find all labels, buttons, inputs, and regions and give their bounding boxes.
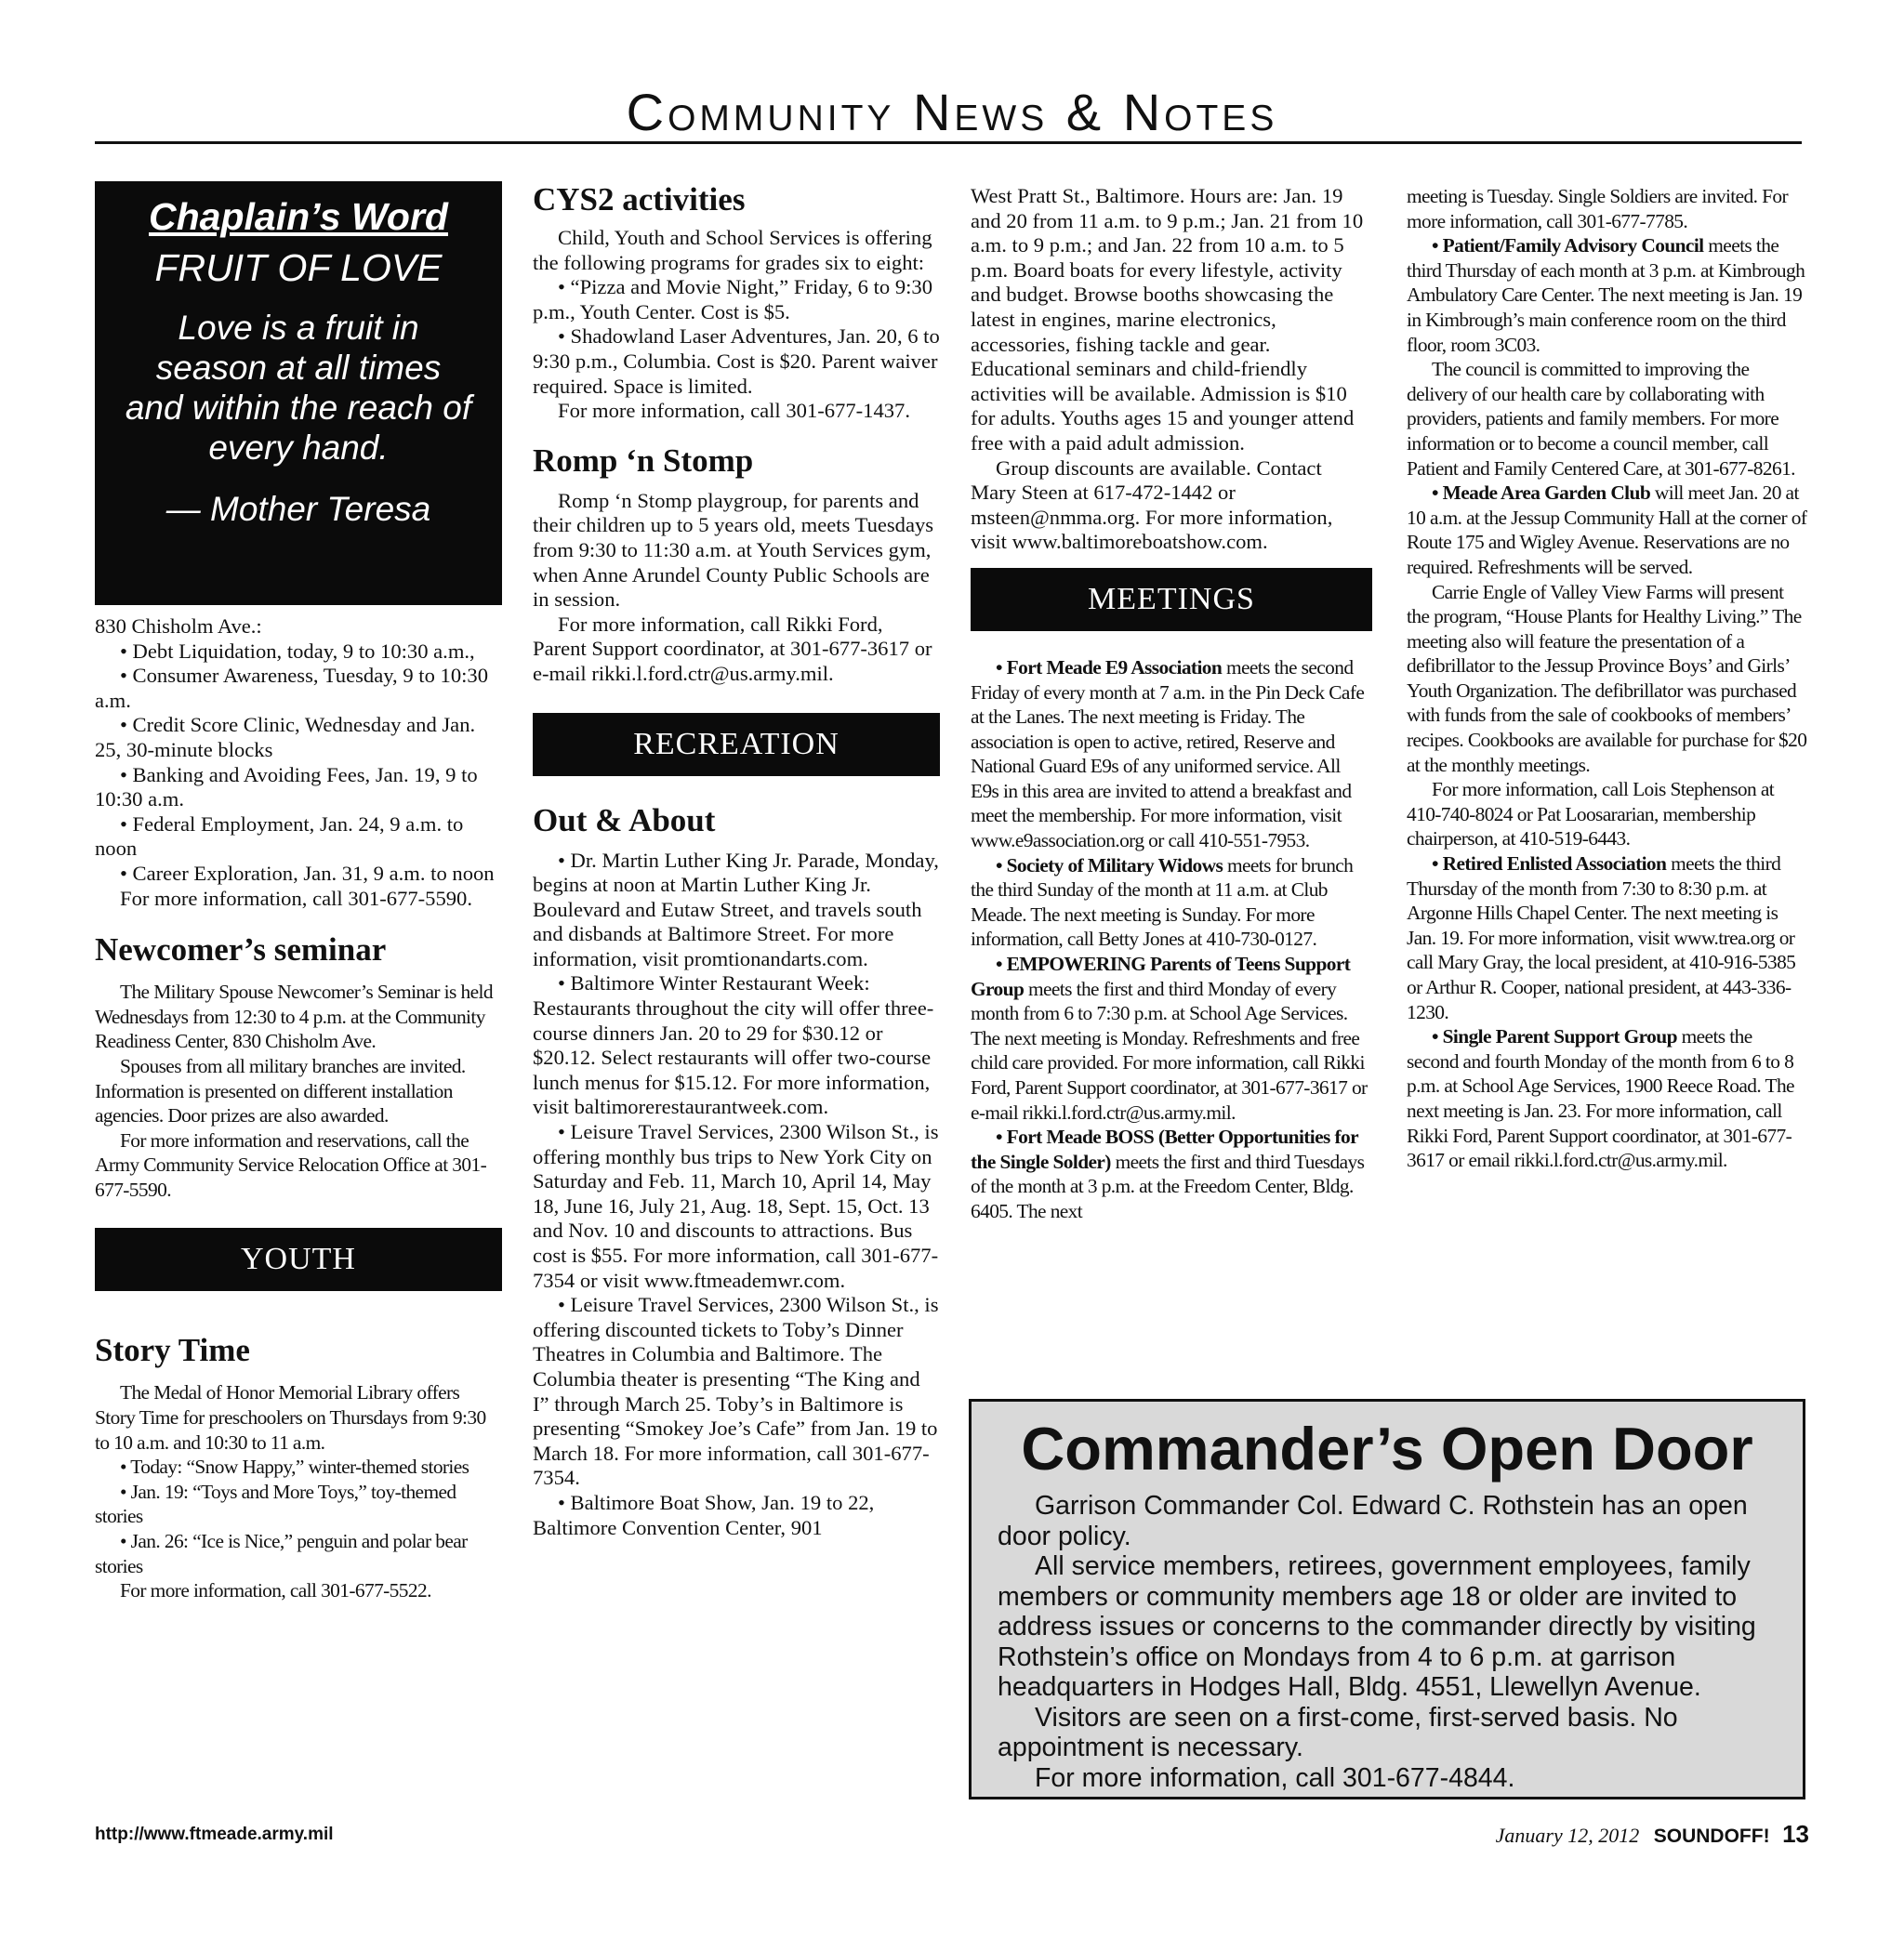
chaplains-word-title: Chaplain’s Word [149, 195, 448, 238]
paragraph: • Dr. Martin Luther King Jr. Parade, Monday, begins at noon at Martin Luther King Jr. Boulevard and Eutaw Street, and travels south and disbands at Baltimore Street. For more information, visit promtionandarts.com. [533, 848, 939, 970]
out-about-body [533, 849, 940, 1541]
meeting-text: meets the first and third Monday of every month from 6 to 7:30 p.m. at School Age Services. The next meeting is Monday. Refreshments and free child care provided. For more information, call Rikki Ford, Parent Support coordinator, at 301-677-3617 or e-mail rikki.l.ford.ctr@us.army.mil. [971, 977, 1368, 1124]
meeting-item [1407, 481, 1808, 579]
cys-body [533, 226, 940, 424]
meeting-name: • Fort Meade BOSS (Better Opportunities for the Single Solder) [971, 1126, 1358, 1173]
meeting-name: • Society of Military Widows [996, 853, 1223, 877]
paragraph: Spouses from all military branches are invited. Information is presented on different installation agencies. Door prizes are also awarded. [95, 1054, 466, 1127]
acs-line: • Debt Liquidation, today, 9 to 10:30 a.m., [120, 639, 475, 663]
acs-line: • Federal Employment, Jan. 24, 9 a.m. to noon [95, 811, 464, 861]
meeting-name: • Retired Enlisted Association [1432, 852, 1667, 876]
meeting-text: will meet Jan. 20 at 10 a.m. at the Jessup Community Hall at the corner of Route 175 and Wigley Avenue. Reservations are no required. Refreshments will be served. [1407, 481, 1807, 578]
meeting-item [971, 655, 1372, 853]
meeting-text: meets for brunch the third Sunday of the month at 11 a.m. at Club Meade. The next meeting is Sunday. For more information, call Betty Jones at 410-730-0127. [971, 853, 1354, 951]
paragraph: For more information, call 301-677-5522. [120, 1579, 431, 1602]
paragraph: meeting is Tuesday. Single Soldiers are invited. For more information, call 301-677-7785. [1407, 185, 1789, 232]
paragraph: • Jan. 26: “Ice is Nice,” penguin and polar bear stories [95, 1530, 468, 1577]
meeting-item [971, 952, 1372, 1125]
recreation-section-bar: RECREATION [533, 713, 940, 776]
acs-classes [95, 614, 502, 911]
paragraph: The council is committed to improving the delivery of our health care by collaborating with providers, patients and family members. For more information or to become a council member, call Patient and Family Centered Care, at 301-677-8261. [1407, 358, 1795, 480]
meetings-body [971, 655, 1372, 1224]
meeting-name: • Meade Area Garden Club [1432, 481, 1651, 505]
column-4 [1407, 184, 1808, 1173]
meeting-text: meets the second and fourth Monday of the month from 6 to 8 p.m. at School Age Services, 1900 Reece Road. The next meeting is Jan. 23. For more information, call Rikki Ford, Parent Support coordinator, at 301-677-3617 or email rikki.l.ford.ctr@us.army.mil. [1407, 1025, 1794, 1172]
quote-line: every hand. [208, 428, 389, 468]
paragraph: For more information, call Rikki Ford, Parent Support coordinator, at 301-677-3617 or e-mail rikki.l.ford.ctr@us.army.mil. [533, 612, 932, 685]
quote-line: and within the reach of [125, 389, 472, 428]
meeting-text: meets the third Thursday of each month at 3 p.m. at Kimbrough Ambulatory Care Center. The next meeting is Jan. 19 in Kimbrough’s main conference room on the third floor, room 3C03. [1407, 234, 1805, 356]
column-3 [971, 184, 1372, 1224]
quote-line: Love is a fruit in [178, 309, 419, 348]
paragraph: • Shadowland Laser Adventures, Jan. 20, 6 to 9:30 p.m., Columbia. Cost is $20. Parent waiver required. Space is limited. [533, 324, 940, 398]
meeting-item [1407, 233, 1808, 357]
footer-info [1496, 1820, 1809, 1849]
newcomer-body [95, 980, 502, 1202]
meeting-name: • Patient/Family Advisory Council [1432, 234, 1704, 257]
out-about-heading: Out & About [533, 801, 716, 838]
meeting-item [1407, 851, 1808, 1024]
acs-line: • Career Exploration, Jan. 31, 9 a.m. to noon [120, 861, 495, 885]
acs-line: • Consumer Awareness, Tuesday, 9 to 10:30 a.m. [95, 664, 488, 712]
paragraph: Carrie Engle of Valley View Farms will present the program, “House Plants for Healthy Living.” The meeting also will feature the presentation of a defibrillator to the Jessup Province Boys’ and Girls’ Youth Organization. The defibrillator was purchased with funds from the sale of cookbooks of members’ recipes. Cookbooks are available for purchase for $20 at the monthly meetings. [1407, 580, 1807, 776]
page-title: Community News & Notes [626, 83, 1278, 141]
paragraph: For more information and reservations, call the Army Community Service Relocation Office at 301-677-5590. [95, 1128, 487, 1201]
page-number: 13 [1782, 1820, 1809, 1848]
paragraph: • Leisure Travel Services, 2300 Wilson St., is offering discounted tickets to Toby’s Dinner Theatres in Columbia and Baltimore. The Columbia theater is presenting “The King and I” through March 25. Toby’s in Baltimore is presenting “Smokey Joe’s Cafe” from Jan. 19 to March 18. For more information, call 301-677-7354. [533, 1293, 939, 1490]
paragraph: • Baltimore Boat Show, Jan. 19 to 22, Baltimore Convention Center, 901 [533, 1490, 875, 1539]
paragraph: • Today: “Snow Happy,” winter-themed stories [120, 1456, 469, 1479]
romp-body [533, 489, 940, 687]
paragraph: All service members, retirees, government employees, family members or community members age 18 or older are invited to address issues or concerns to the commander directly by visiting Rothstein’s office on Mondays from 4 to 6 p.m. at garrison headquarters in Hodges Hall, Bldg. 4551, Llewellyn Avenue. [998, 1551, 1756, 1702]
column-1 [95, 181, 502, 1603]
paragraph: For more information, call Lois Stephenson at 410-740-8024 or Pat Loosararian, membership chairperson, at 410-519-6443. [1407, 778, 1775, 850]
paragraph: For more information, call 301-677-4844. [1035, 1762, 1515, 1793]
meeting-text: meets the first and third Tuesdays of the month at 3 p.m. at the Freedom Center, Bldg. 6405. The next [971, 1150, 1365, 1222]
footer-date: January 12, 2012 [1495, 1824, 1640, 1847]
paragraph: The Military Spouse Newcomer’s Seminar is held Wednesdays from 12:30 to 4 p.m. at the Community Readiness Center, 830 Chisholm Ave. [95, 981, 493, 1053]
meetings-section-bar: MEETINGS [971, 568, 1372, 631]
cys-heading: CYS2 activities [533, 181, 746, 218]
meeting-name: • EMPOWERING Parents of Teens Support Group [971, 953, 1351, 1000]
commanders-open-door-box [969, 1399, 1805, 1799]
footer-url: http://www.ftmeade.army.mil [95, 1825, 334, 1844]
acs-line: 830 Chisholm Ave.: [95, 614, 262, 638]
meeting-item [971, 853, 1372, 952]
paragraph: West Pratt St., Baltimore. Hours are: Jan. 19 and 20 from 11 a.m. to 9 p.m.; Jan. 21 from 10 a.m. to 9 p.m.; and Jan. 22 from 10 a.m. to 5 p.m. Board boats for every lifestyle, activity and budget. Browse booths showcasing the latest in engines, marine electronics, accessories, fishing tackle and gear. Educational seminars and child-friendly activities will be available. Admission is $10 for adults. Youths ages 15 and younger attend free with a paid adult admission. [971, 184, 1364, 455]
paragraph: • Leisure Travel Services, 2300 Wilson St., is offering monthly bus trips to New York City on Saturday and Feb. 11, March 10, April 14, May 18, June 16, July 21, Aug. 18, Sept. 15, Oct. 13 and Nov. 10 and discounts to attractions. Bus cost is $55. For more information, call 301-677-7354 or visit www.ftmeademwr.com. [533, 1120, 939, 1292]
paragraph: Visitors are seen on a first-come, first-served basis. No appointment is necessary. [998, 1702, 1678, 1762]
acs-line: • Credit Score Clinic, Wednesday and Jan. 25, 30-minute blocks [95, 713, 476, 761]
chaplains-word-box [95, 181, 502, 605]
column-2 [533, 181, 940, 1540]
paragraph: • Baltimore Winter Restaurant Week: Restaurants throughout the city will offer three-course dinners Jan. 20 to 29 for $30.12 or $20.12. Select restaurants will offer two-course lunch menus for $15.12. For more information, visit baltimorerestaurantweek.com. [533, 971, 934, 1119]
youth-section-bar: YOUTH [95, 1228, 502, 1291]
meeting-text: meets the third Thursday of the month from 7:30 to 8:30 p.m. at Argonne Hills Chapel Center. The next meeting is Jan. 19. For more information, visit www.trea.org or call Mary Gray, the local president, at 410-916-5385 or Arthur R. Cooper, national president, at 443-336-1230. [1407, 852, 1796, 1023]
paragraph: • Jan. 19: “Toys and More Toys,” toy-themed stories [95, 1480, 456, 1528]
story-time-body [95, 1380, 502, 1602]
paragraph: • “Pizza and Movie Night,” Friday, 6 to 9:30 p.m., Youth Center. Cost is $5. [533, 275, 933, 323]
paragraph: The Medal of Honor Memorial Library offers Story Time for preschoolers on Thursdays from 9:30 to 10 a.m. and 10:30 to 11 a.m. [95, 1381, 486, 1454]
title-rule [95, 141, 1802, 144]
paragraph: For more information, call 301-677-1437. [558, 399, 910, 423]
newcomer-heading: Newcomer’s seminar [95, 931, 387, 969]
meeting-item [971, 1125, 1372, 1223]
meeting-item [1407, 1024, 1808, 1173]
chaplains-word-subtitle: FRUIT OF LOVE [154, 245, 443, 289]
romp-heading: Romp ‘n Stomp [533, 442, 754, 479]
paragraph: Group discounts are available. Contact Mary Steen at 617-472-1442 or msteen@nmma.org. For more information, visit www.baltimoreboatshow.com. [971, 455, 1333, 554]
story-time-heading: Story Time [95, 1332, 250, 1369]
paragraph: Romp ‘n Stomp playgroup, for parents and their children up to 5 years old, meets Tuesdays from 9:30 to 11:30 a.m. at Youth Services gym, when Anne Arundel County Public Schools are in session. [533, 488, 934, 612]
meeting-name: • Fort Meade E9 Association [996, 655, 1223, 679]
chaplains-word-author: — Mother Teresa [165, 490, 431, 529]
paragraph: Child, Youth and School Services is offering the following programs for grades six to eight: [533, 226, 932, 274]
chaplains-word-quote [95, 308, 502, 468]
meeting-name: • Single Parent Support Group [1432, 1025, 1677, 1048]
quote-line: season at all times [155, 349, 442, 388]
acs-line: For more information, call 301-677-5590. [120, 886, 472, 910]
acs-line: • Banking and Avoiding Fees, Jan. 19, 9 to 10:30 a.m. [95, 762, 478, 811]
meeting-text: meets the second Friday of every month at 7 a.m. in the Pin Deck Cafe at the Lanes. The next meeting is Friday. The association is open to active, retired, Reserve and National Guard E9s of any uniformed service. All E9s in this area are invited to attend a breakfast and meet the membership. For more information, visit www.e9association.org or call 410-551-7953. [971, 655, 1365, 852]
paragraph: Garrison Commander Col. Edward C. Rothstein has an open door policy. [998, 1491, 1748, 1551]
commanders-open-door-title: Commander’s Open Door [1021, 1415, 1753, 1483]
footer-publication: SOUNDOFF! [1653, 1826, 1770, 1847]
commanders-open-door-body [972, 1485, 1803, 1793]
